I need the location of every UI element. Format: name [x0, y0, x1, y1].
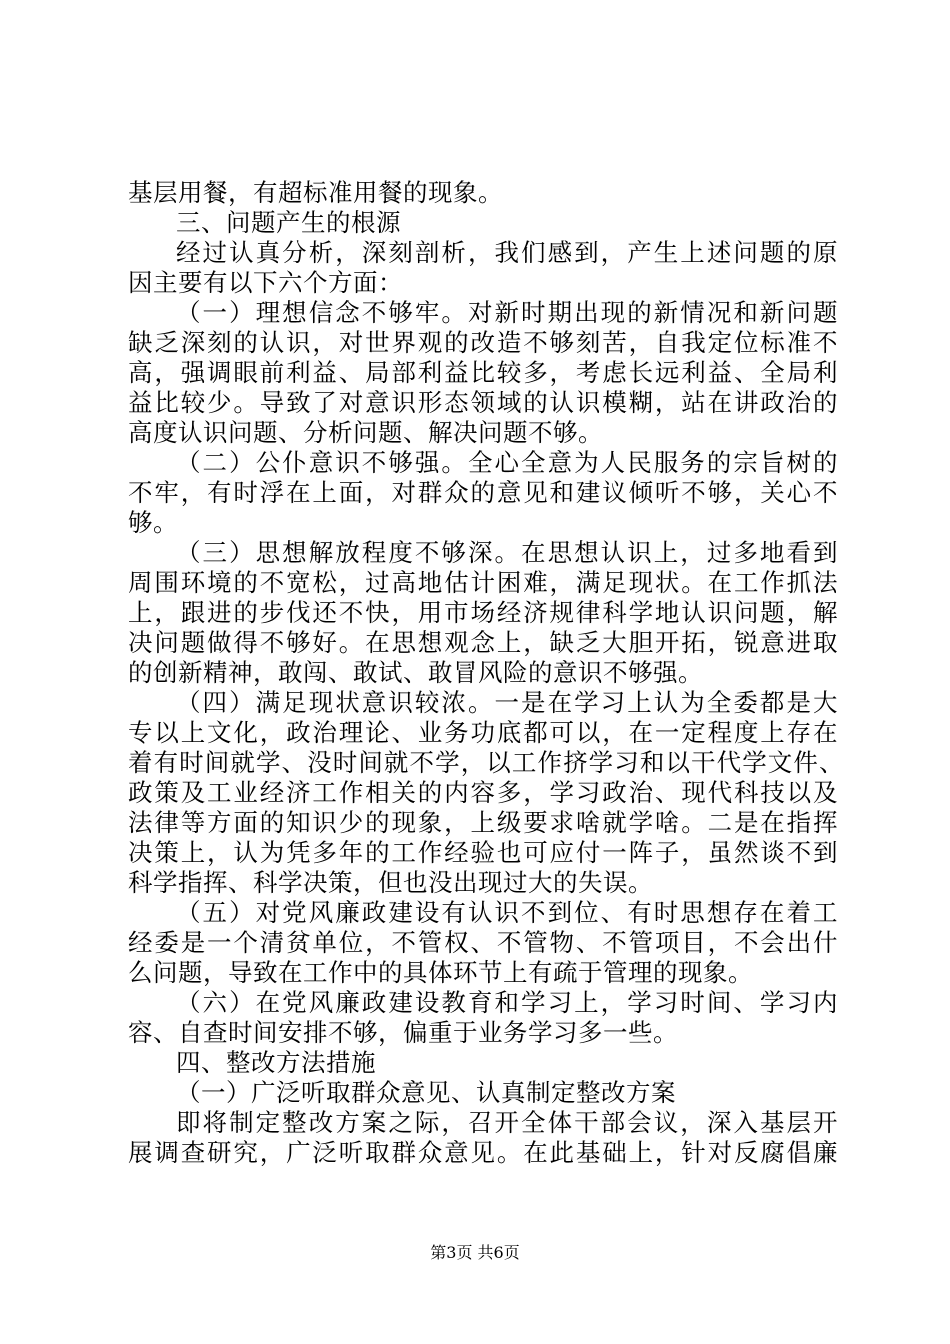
- text-line: 经过认真分析，深刻剖析，我们感到，产生上述问题的原: [176, 238, 838, 267]
- text-line: 着有时间就学、没时间就不学，以工作挤学习和以干代学文件、: [128, 748, 844, 777]
- text-line: 专以上文化，政治理论、业务功底都可以，在一定程度上存在: [128, 718, 838, 747]
- text-line: 高度认识问题、分析问题、解决问题不够。: [128, 418, 603, 447]
- text-line: （四）满足现状意识较浓。一是在学习上认为全委都是大: [176, 688, 838, 717]
- text-line: 法律等方面的知识少的现象，上级要求啥就学啥。二是在指挥: [128, 808, 838, 837]
- section-heading: 四、整改方法措施: [176, 1048, 376, 1077]
- text-line: 决策上，认为凭多年的工作经验也可应付一阵子，虽然谈不到: [128, 838, 838, 867]
- page-footer: 第3页 共6页: [430, 1243, 520, 1262]
- text-line: 基层用餐，有超标准用餐的现象。: [128, 178, 503, 207]
- text-line: （五）对党风廉政建设有认识不到位、有时思想存在着工: [176, 898, 838, 927]
- text-line: 缺乏深刻的认识，对世界观的改造不够刻苦，自我定位标准不: [128, 328, 838, 357]
- text-line: 容、自查时间安排不够，偏重于业务学习多一些。: [128, 1018, 678, 1047]
- text-line: 上，跟进的步伐还不快，用市场经济规律科学地认识问题，解: [128, 598, 838, 627]
- text-line: 高，强调眼前利益、局部利益比较多，考虑长远利益、全局利: [128, 358, 838, 387]
- text-line: 的创新精神，敢闯、敢试、敢冒风险的意识不够强。: [128, 658, 703, 687]
- text-line: 不牢，有时浮在上面，对群众的意见和建议倾听不够，关心不: [128, 478, 838, 507]
- text-line: （六）在党风廉政建设教育和学习上，学习时间、学习内: [176, 988, 838, 1017]
- text-line: 够。: [128, 508, 178, 537]
- text-line: 因主要有以下六个方面：: [128, 268, 403, 297]
- text-line: 么问题，导致在工作中的具体环节上有疏于管理的现象。: [128, 958, 753, 987]
- text-line: 展调查研究，广泛听取群众意见。在此基础上，针对反腐倡廉: [128, 1138, 838, 1167]
- text-line: 即将制定整改方案之际，召开全体干部会议，深入基层开: [176, 1108, 838, 1137]
- text-line: 益比较少。导致了对意识形态领域的认识模糊，站在讲政治的: [128, 388, 838, 417]
- text-line: （一）理想信念不够牢。对新时期出现的新情况和新问题: [176, 298, 838, 327]
- text-line: （二）公仆意识不够强。全心全意为人民服务的宗旨树的: [176, 448, 838, 477]
- subsection-heading: （一）广泛听取群众意见、认真制定整改方案: [176, 1078, 676, 1107]
- text-line: 政策及工业经济工作相关的内容多，学习政治、现代科技以及: [128, 778, 838, 807]
- text-line: 决问题做得不够好。在思想观念上，缺乏大胆开拓，锐意进取: [128, 628, 838, 657]
- text-line: 经委是一个清贫单位，不管权、不管物、不管项目，不会出什: [128, 928, 838, 957]
- section-heading: 三、问题产生的根源: [176, 208, 401, 237]
- text-line: 科学指挥、科学决策，但也没出现过大的失误。: [128, 868, 653, 897]
- text-line: （三）思想解放程度不够深。在思想认识上，过多地看到: [176, 538, 838, 567]
- text-line: 周围环境的不宽松，过高地估计困难，满足现状。在工作抓法: [128, 568, 838, 597]
